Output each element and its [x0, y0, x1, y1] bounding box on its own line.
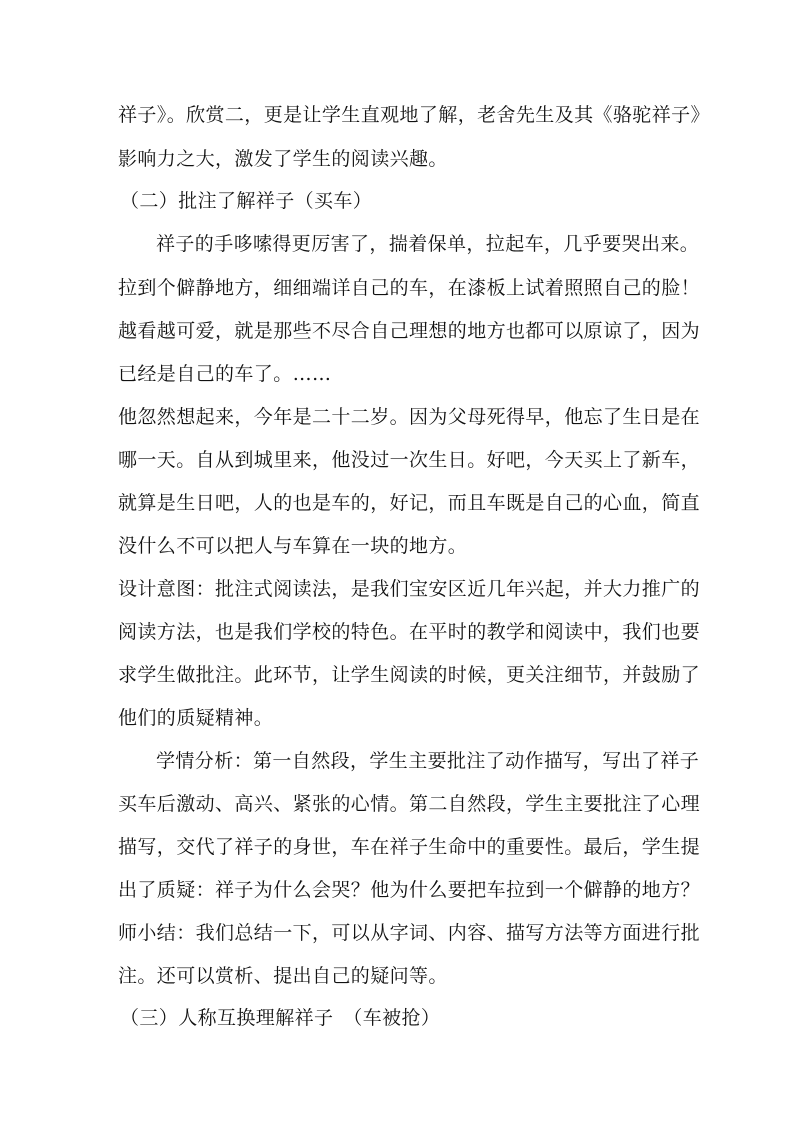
text-line: 阅读方法，也是我们学校的特色。在平时的教学和阅读中，我们也要 — [118, 621, 701, 643]
text-line: 就算是生日吧，人的也是车的，好记，而且车既是自己的心血，简直 — [118, 492, 701, 514]
text-line: 已经是自己的车了。…… — [118, 363, 332, 385]
text-line: 注。还可以赏析、提出自己的疑问等。 — [118, 965, 448, 987]
text-line: 拉到个僻静地方，细细端详自己的车，在漆板上试着照照自己的脸！ — [118, 277, 701, 299]
text-line: 他们的质疑精神。 — [118, 707, 274, 729]
text-line: 描写，交代了祥子的身世，车在祥子生命中的重要性。最后，学生提 — [118, 836, 701, 858]
summary-paragraph: 师小结：我们总结一下，可以从字词、内容、描写方法等方面进行批 — [118, 922, 701, 944]
text-line: 影响力之大，激发了学生的阅读兴趣。 — [118, 148, 448, 170]
section-heading: （二）批注了解祥子（买车） — [120, 190, 373, 212]
section-heading: （三）人称互换理解祥子 （车被抢） — [120, 1007, 441, 1029]
text-line: 他忽然想起来，今年是二十二岁。因为父母死得早，他忘了生日是在 — [118, 406, 701, 428]
text-line: 求学生做批注。此环节，让学生阅读的时候，更关注细节，并鼓励了 — [118, 664, 701, 686]
quote-paragraph-start: 祥子的手哆嗦得更厉害了，揣着保单，拉起车，几乎要哭出来。 — [156, 233, 700, 255]
text-line: 没什么不可以把人与车算在一块的地方。 — [118, 535, 468, 557]
text-line: 哪一天。自从到城里来，他没过一次生日。好吧，今天买上了新车， — [118, 449, 701, 471]
text-line: 越看越可爱，就是那些不尽合自己理想的地方也都可以原谅了，因为 — [118, 320, 701, 342]
text-line: 祥子》。欣赏二，更是让学生直观地了解，老舍先生及其《骆驼祥子》 — [118, 104, 710, 126]
analysis-paragraph: 学情分析：第一自然段，学生主要批注了动作描写，写出了祥子 — [156, 750, 700, 772]
design-intent-paragraph: 设计意图：批注式阅读法，是我们宝安区近几年兴起，并大力推广的 — [118, 578, 701, 600]
text-line: 出了质疑：祥子为什么会哭？他为什么要把车拉到一个僻静的地方？ — [118, 879, 701, 901]
text-line: 买车后激动、高兴、紧张的心情。第二自然段，学生主要批注了心理 — [118, 793, 701, 815]
